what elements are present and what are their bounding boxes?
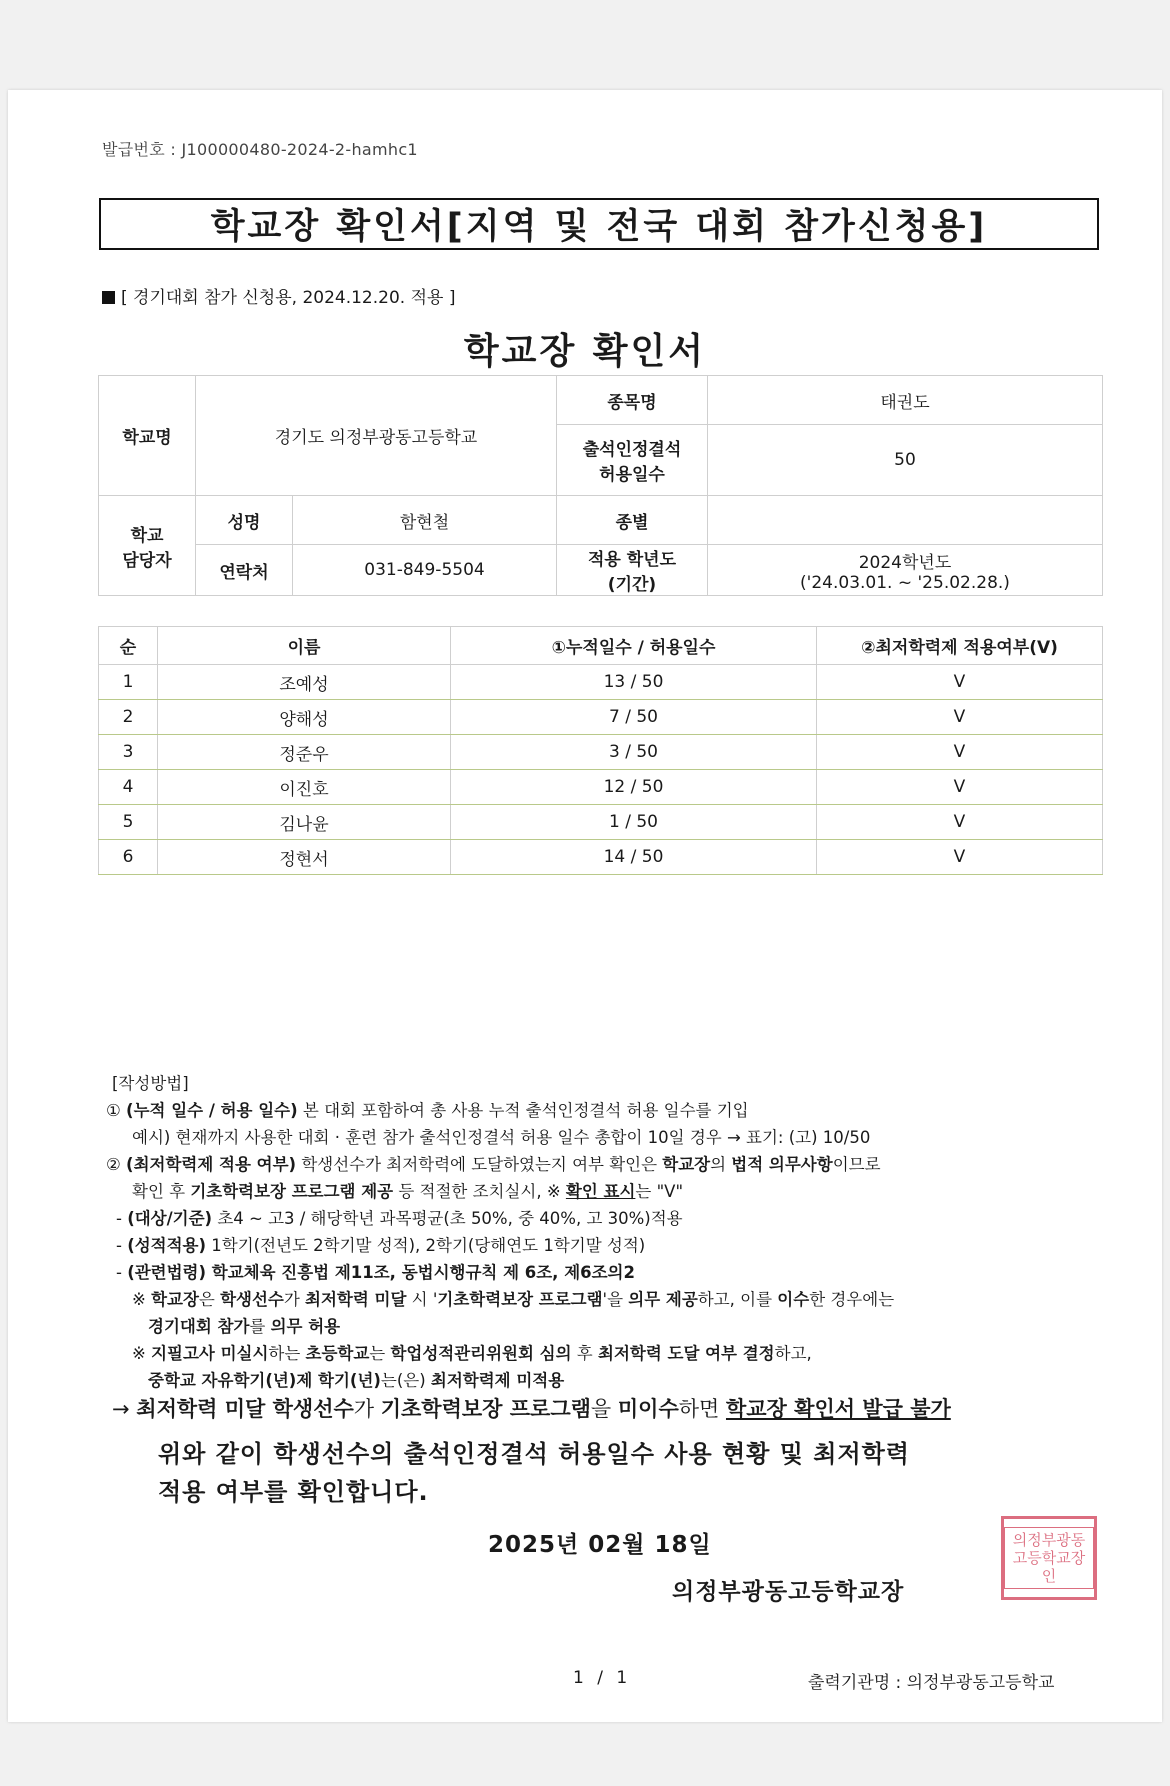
school-year-label-2: (기간) (607, 575, 657, 595)
text: (최저학력제 적용 여부) (126, 1155, 297, 1174)
col-header-name: 이름 (158, 627, 451, 665)
row-name: 정현서 (158, 840, 451, 875)
school-label: 학교명 (99, 376, 196, 496)
text: 이수 (777, 1290, 810, 1309)
text: 는 (369, 1344, 391, 1363)
row-name: 조예성 (158, 665, 451, 700)
row-no: 6 (99, 840, 158, 875)
text: 지필고사 미실시 (151, 1344, 269, 1363)
instruction-line-1 (106, 1097, 1106, 1124)
allowed-days-label (557, 425, 708, 496)
allowed-days-value: 50 (708, 425, 1103, 496)
text: 의무 허용 (270, 1317, 341, 1336)
text: 하고, (774, 1344, 812, 1363)
text: 경기대회 참가 (148, 1317, 250, 1336)
instruction-warning (106, 1396, 1106, 1423)
document-title: 학교장 확인서[지역 및 전국 대회 참가신청용] (99, 198, 1099, 250)
row-name: 정준우 (158, 735, 451, 770)
table-row (99, 805, 1103, 840)
usage-note (102, 283, 455, 308)
school-year-value-1: 2024학년도 (858, 552, 952, 573)
type-label: 종별 (557, 496, 708, 545)
table-row (99, 770, 1103, 805)
text: 학교장 (151, 1290, 199, 1309)
confirmation-statement (158, 1435, 910, 1511)
text: 확인 표시 (565, 1182, 636, 1201)
instruction-note-2b (106, 1367, 1106, 1394)
text: ※ (132, 1344, 152, 1363)
row-applied: V (817, 805, 1103, 840)
col-header-days: ①누적일수 / 허용일수 (451, 627, 817, 665)
document-page (8, 90, 1162, 1722)
row-applied: V (817, 735, 1103, 770)
confirmation-line-2: 적용 여부를 확인합니다. (158, 1478, 429, 1506)
text: 초등학교 (305, 1344, 370, 1363)
text: '을 (602, 1290, 629, 1309)
confirmation-line-1: 위와 같이 학생선수의 출석인정결석 허용일수 사용 현황 및 최저학력 (158, 1440, 910, 1468)
text: 의무 제공 (628, 1290, 698, 1309)
writing-instructions (106, 1070, 1106, 1423)
seal-text: 의정부광동고등학교장인 (1004, 1527, 1094, 1589)
text: ② (106, 1155, 127, 1174)
row-no: 3 (99, 735, 158, 770)
text: 본 대회 포함하여 총 사용 누적 출석인정결석 허용 일수를 기입 (297, 1101, 749, 1120)
text: 학생선수 (220, 1290, 284, 1309)
row-days: 7 / 50 (451, 700, 817, 735)
print-organization: 출력기관명 : 의정부광동고등학교 (808, 1673, 1055, 1693)
text: 후 (571, 1344, 598, 1363)
instruction-example: 예시) 현재까지 사용한 대회 · 훈련 참가 출석인정결석 허용 일수 총합이 10일 경우 → 표기: (고) 10/50 (132, 1128, 871, 1147)
row-applied: V (817, 665, 1103, 700)
text: 학교장 (662, 1155, 711, 1174)
row-applied: V (817, 700, 1103, 735)
school-year-label-1: 적용 학년도 (587, 550, 677, 570)
text: 학생선수가 최저학력에 도달하였는지 여부 확인은 (296, 1155, 663, 1174)
text: 한 경우에는 (809, 1290, 895, 1309)
text: 학교장 확인서 발급 불가 (725, 1397, 951, 1421)
text: 의 (710, 1155, 732, 1174)
manager-label-1: 학교 (130, 525, 164, 546)
row-applied: V (817, 840, 1103, 875)
row-days: 3 / 50 (451, 735, 817, 770)
sport-value: 태권도 (708, 376, 1103, 425)
type-value (708, 496, 1103, 545)
manager-label (99, 496, 196, 596)
text: 확인 후 (132, 1182, 191, 1201)
school-year-period: ('24.03.01. ~ '25.02.28.) (800, 572, 1010, 593)
text: (성적적용) (127, 1236, 207, 1255)
text: 를 (249, 1317, 271, 1336)
text: 은 (198, 1290, 221, 1309)
text: 최저학력 미달 학생선수 (136, 1397, 354, 1421)
text: 법적 의무사항 (731, 1155, 833, 1174)
text: 기초학력보장 프로그램 제공 (190, 1182, 394, 1201)
sport-label: 종목명 (557, 376, 708, 425)
row-days: 14 / 50 (451, 840, 817, 875)
name-value: 함현철 (293, 496, 557, 545)
row-no: 2 (99, 700, 158, 735)
text: - (116, 1209, 128, 1228)
text: ① (106, 1101, 127, 1120)
instruction-note-1 (106, 1286, 1106, 1313)
text: 가 (353, 1397, 381, 1421)
row-no: 4 (99, 770, 158, 805)
instruction-grade (106, 1232, 1106, 1259)
principal-signature: 의정부광동고등학교장 (672, 1579, 905, 1605)
text: 을 (590, 1397, 618, 1421)
issue-date: 2025년 02월 18일 (488, 1532, 712, 1558)
square-bullet-icon (102, 291, 115, 304)
text: 최저학력제 미적용 (430, 1371, 565, 1390)
contact-value: 031-849-5504 (293, 545, 557, 596)
row-days: 1 / 50 (451, 805, 817, 840)
school-value: 경기도 의정부광동고등학교 (196, 376, 557, 496)
text: 기초학력보장 프로그램 (437, 1290, 603, 1309)
sub-title: 학교장 확인서 (463, 331, 707, 372)
text: 최저학력 미달 (305, 1290, 407, 1309)
row-no: 5 (99, 805, 158, 840)
text: 는(은) (380, 1371, 431, 1390)
text: 이므로 (832, 1155, 881, 1174)
instruction-note-1b (106, 1313, 1106, 1340)
instruction-note-2 (106, 1340, 1106, 1367)
col-header-applied: ②최저학력제 적용여부(V) (817, 627, 1103, 665)
text: 가 (283, 1290, 306, 1309)
text: (대상/기준) (127, 1209, 213, 1228)
manager-label-2: 담당자 (122, 550, 172, 571)
row-name: 김나윤 (158, 805, 451, 840)
text: ※ (132, 1290, 152, 1309)
text: → (112, 1397, 137, 1421)
row-days: 13 / 50 (451, 665, 817, 700)
text: - (116, 1263, 128, 1282)
official-seal (1001, 1516, 1097, 1600)
text: 하면 (678, 1397, 726, 1421)
text: 1학기(전년도 2학기말 성적), 2학기(당해연도 1학기말 성적) (206, 1236, 646, 1255)
text: (누적 일수 / 허용 일수) (126, 1101, 298, 1120)
text: 최저학력 도달 여부 결정 (598, 1344, 775, 1363)
table-row (99, 735, 1103, 770)
col-header-no: 순 (99, 627, 158, 665)
instructions-heading: [작성방법] (112, 1074, 189, 1093)
table-row (99, 700, 1103, 735)
text: 기초학력보장 프로그램 (380, 1397, 591, 1421)
school-year-label (557, 545, 708, 596)
row-no: 1 (99, 665, 158, 700)
school-year-value (708, 545, 1103, 596)
allowed-days-label-2: 허용일수 (599, 465, 665, 485)
instruction-target (106, 1205, 1106, 1232)
contact-label: 연락처 (196, 545, 293, 596)
table-row (99, 840, 1103, 875)
instruction-line-2b (106, 1178, 1106, 1205)
row-applied: V (817, 770, 1103, 805)
text: 시 ' (406, 1290, 438, 1309)
student-table (98, 626, 1103, 875)
table-row (99, 665, 1103, 700)
row-name: 양해성 (158, 700, 451, 735)
text: - (116, 1236, 128, 1255)
text: 중학교 자유학기(년)제 학기(년) (148, 1371, 381, 1390)
text: 학업성적관리위원회 심의 (390, 1344, 572, 1363)
row-name: 이진호 (158, 770, 451, 805)
text: 초4 ~ 고3 / 해당학년 과목평균(초 50%, 중 40%, 고 30%)적용 (212, 1209, 683, 1228)
instruction-law (106, 1259, 1106, 1286)
page-number: 1 / 1 (573, 1668, 632, 1688)
name-label: 성명 (196, 496, 293, 545)
text: 는 "V" (635, 1182, 684, 1201)
text: (관련법령) 학교체육 진흥법 제11조, 동법시행규칙 제 6조, 제6조의2 (127, 1263, 635, 1282)
usage-note-text: [ 경기대회 참가 신청용, 2024.12.20. 적용 ] (121, 288, 456, 308)
row-days: 12 / 50 (451, 770, 817, 805)
text: 등 적절한 조치실시, ※ (393, 1182, 566, 1201)
text: 하는 (268, 1344, 306, 1363)
allowed-days-label-1: 출석인정결석 (582, 440, 682, 460)
text: 하고, 이를 (697, 1290, 778, 1309)
text: 미이수 (617, 1397, 679, 1421)
school-info-table (98, 375, 1103, 596)
issue-number: 발급번호 : J100000480-2024-2-hamhc1 (102, 140, 418, 159)
instruction-line-2 (106, 1151, 1106, 1178)
